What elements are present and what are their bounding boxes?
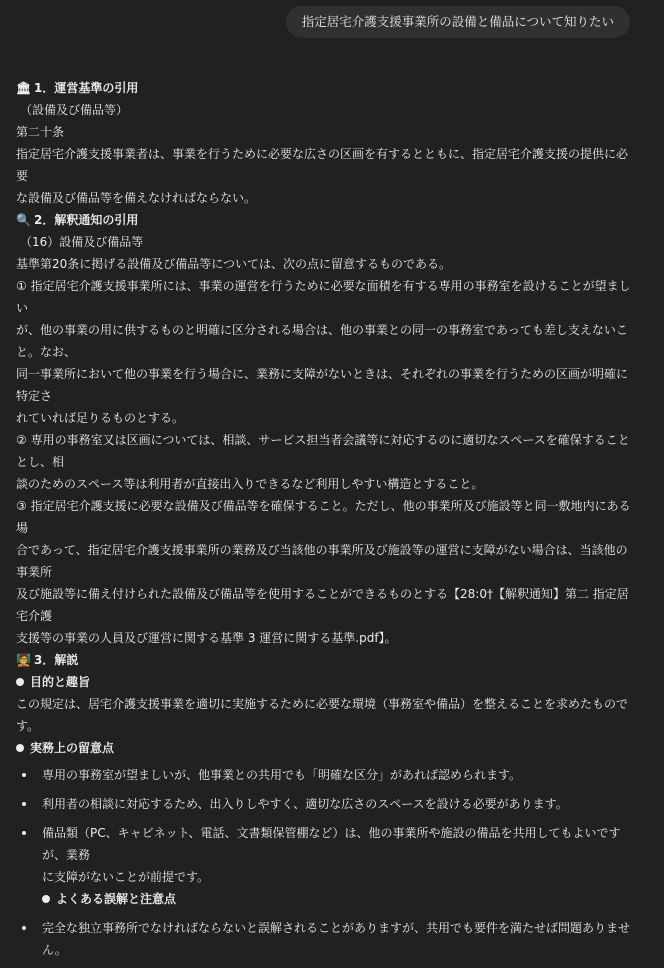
bullet-dot-icon xyxy=(42,895,50,903)
list-item: 専用の事務室が望ましいが、他事業との共用でも「明確な区分」があれば認められます。 xyxy=(16,764,632,786)
section-subtitle-1: （設備及び備品等） xyxy=(20,103,129,117)
notes-list xyxy=(16,764,632,961)
teacher-icon: 🧑‍🏫 xyxy=(16,653,31,667)
notification-text: 基準第20条に掲げる設備及び備品等については、次の点に留意するものである。 ① 指定居宅介護支援事業所には、事業の運営を行うために必要な面積を有する専用の事務室を設けることが望ましい が、他の事業の用に供するものと明確に区分される場合は、他の事業との同一の事務室であっても差し支えないこと。なお、 同一事業所において他の事業を行う場合に、業務に支障がないときは、それぞれの事業を行うための区画が明確に特定さ れていれば足りるものとする。 ② 専用の事務室又は区画については、相談、サービス担当者会議等に対応するのに適切なスペースを確保することとし、相 談のためのスペース等は利用者が直接出入りできるなど利用しやすい構造とすること。 ③ 指定居宅介護支援に必要な設備及び備品等を確保すること。ただし、他の事業所及び施設等と同一敷地内にある場 合であって、指定居宅介護支援事業所の業務及び当該他の事業所及び施設等の運営に支障がない場合は、当該他の事業所 及び施設等に備え付けられた設備及び備品等を使用することができるものとする【28:0†【解釈通知】第二 指定居宅介護 支援等の事業の人員及び運営に関する基準 3 運営に関する基準.pdf】。 xyxy=(16,257,631,645)
section-heading-1 xyxy=(16,77,632,99)
assistant-response xyxy=(16,77,632,968)
bank-icon: 🏛 xyxy=(16,81,32,95)
section-title-2: 2．解釈通知の引用 xyxy=(34,213,139,227)
list-item: 備品類（PC、キャビネット、電話、文書類保管棚など）は、他の事業所や施設の備品を共用してもよいですが、業務 に支障がないことが前提です。 よくある誤解と注意点 xyxy=(16,822,632,910)
user-message-bubble: 指定居宅介護支援事業所の設備と備品について知りたい xyxy=(286,6,630,38)
bullet-dot-icon xyxy=(16,678,24,686)
section-title-3: 3．解説 xyxy=(34,653,79,667)
list-item: 完全な独立事務所でなければならないと誤解されることがありますが、共用でも要件を満たせば問題ありません。 xyxy=(16,917,632,961)
list-item: 利用者の相談に対応するため、出入りしやすく、適切な広さのスペースを設ける必要があります。 xyxy=(16,793,632,815)
article-number: 第二十条 xyxy=(16,125,65,139)
bullet-dot-icon xyxy=(16,744,24,752)
mistakes-heading: よくある誤解と注意点 xyxy=(42,888,632,910)
magnifier-icon: 🔍 xyxy=(16,213,31,227)
section-title-1: 1．運営基準の引用 xyxy=(34,81,139,95)
section-subtitle-2: （16）設備及び備品等 xyxy=(20,235,144,249)
article-text: 指定居宅介護支援事業者は、事業を行うために必要な広さの区画を有するとともに、指定居宅介護支援の提供に必要 な設備及び備品等を備えなければならない。 xyxy=(16,147,629,205)
purpose-text: この規定は、居宅介護支援事業を適切に実施するために必要な環境（事務室や備品）を整えることを求めたものです。 xyxy=(16,697,629,733)
section-heading-3 xyxy=(16,649,632,671)
section-heading-2 xyxy=(16,209,632,231)
purpose-heading: 目的と趣旨 xyxy=(16,671,632,693)
notes-heading: 実務上の留意点 xyxy=(16,737,632,759)
